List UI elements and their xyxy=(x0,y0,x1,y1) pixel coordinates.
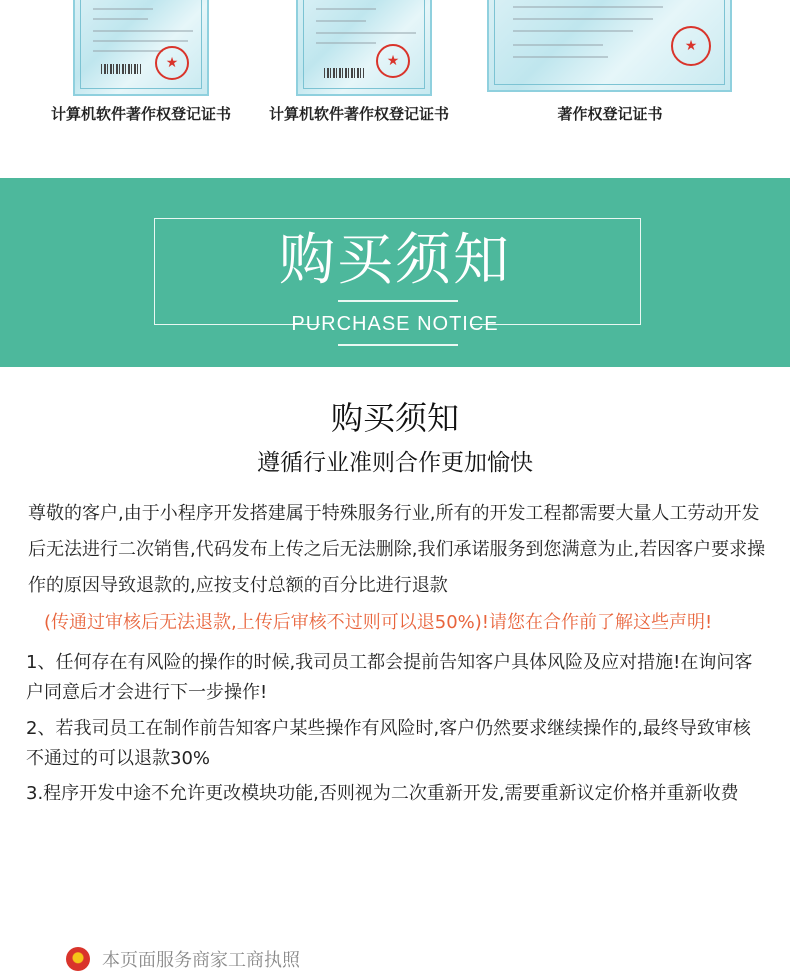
certificate-label-3: 著作权登记证书 xyxy=(557,105,663,123)
notice-subheading: 遵循行业准则合作更加愉快 xyxy=(257,450,533,476)
certificate-label-1: 计算机软件著作权登记证书 xyxy=(50,105,231,123)
red-seal-icon: ★ xyxy=(376,44,410,78)
certificate-image-2 xyxy=(296,0,432,96)
red-seal-icon: ★ xyxy=(155,46,189,80)
barcode-icon xyxy=(101,64,141,74)
notice-intro-paragraph: 尊敬的客户,由于小程序开发搭建属于特殊服务行业,所有的开发工程都需要大量人工劳动开发后无法进行二次销售,代码发布上传之后无法删除,我们承诺服务到您满意为止,若因客户要求操作的原因导致退款的,应按支付总额的百分比进行退款 xyxy=(28,503,766,596)
purchase-notice-banner xyxy=(0,178,790,367)
notice-item-3: 3.程序开发中途不允许更改模块功能,否则视为二次重新开发,需要重新议定价格并重新收费 xyxy=(26,783,739,804)
banner-top-rule xyxy=(338,300,458,302)
notice-item-1: 1、任何存在有风险的操作的时候,我司员工都会提前告知客户具体风险及应对措施!在询问客户同意后才会进行下一步操作! xyxy=(26,652,753,703)
banner-bottom-rule xyxy=(338,344,458,346)
national-emblem-icon xyxy=(66,947,90,971)
business-license-link[interactable] xyxy=(66,944,300,974)
red-seal-icon: ★ xyxy=(671,26,711,66)
banner-subtitle: PURCHASE NOTICE xyxy=(291,313,499,335)
certificates-section xyxy=(0,0,790,178)
certificate-label-2: 计算机软件著作权登记证书 xyxy=(268,105,449,123)
certificate-image-1 xyxy=(73,0,209,96)
business-license-text: 本页面服务商家工商执照 xyxy=(102,950,300,971)
notice-item-2: 2、若我司员工在制作前告知客户某些操作有风险时,客户仍然要求继续操作的,最终导致审核不通过的可以退款30% xyxy=(26,718,751,769)
barcode-icon xyxy=(324,68,364,78)
banner-title: 购买须知 xyxy=(279,228,511,293)
certificate-image-3 xyxy=(487,0,732,92)
refund-warning: (传通过审核后无法退款,上传后审核不过则可以退50%)!请您在合作前了解这些声明! xyxy=(44,612,713,633)
notice-heading: 购买须知 xyxy=(330,399,459,437)
